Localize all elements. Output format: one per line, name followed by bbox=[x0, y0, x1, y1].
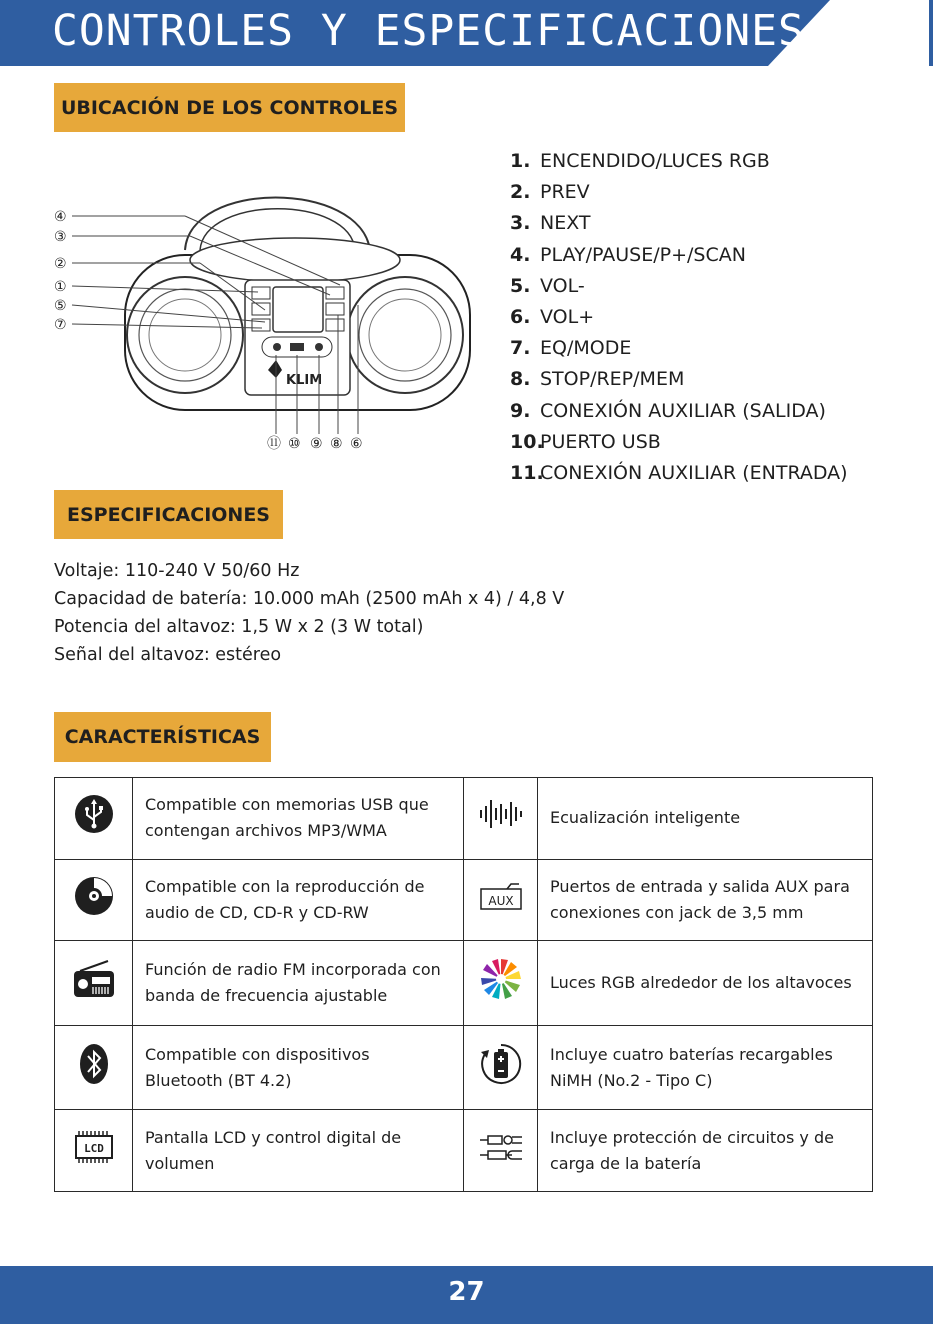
page-title: CONTROLES Y ESPECIFICACIONES bbox=[52, 6, 805, 56]
lcd-icon bbox=[74, 1129, 114, 1165]
controls-list bbox=[510, 146, 848, 489]
feature-text: Incluye protección de circuitos y de carga de la batería bbox=[538, 1110, 873, 1192]
callout-5: ⑤ bbox=[54, 298, 67, 314]
callout-11: ⑪ bbox=[267, 436, 281, 452]
list-item: 4. PLAY/PAUSE/P+/SCAN bbox=[510, 243, 746, 266]
page-number: 27 bbox=[448, 1277, 485, 1307]
feature-text: Pantalla LCD y control digital de volumen bbox=[133, 1110, 464, 1192]
brand-logo: KLIM bbox=[286, 373, 323, 388]
features-section-label: CARACTERÍSTICAS bbox=[54, 712, 271, 762]
feature-text: Puertos de entrada y salida AUX para conexiones con jack de 3,5 mm bbox=[538, 859, 873, 941]
list-item: 8. STOP/REP/MEM bbox=[510, 368, 685, 391]
callout-2: ② bbox=[54, 256, 67, 272]
list-item: 6. VOL+ bbox=[510, 305, 595, 328]
spec-battery: Capacidad de batería: 10.000 mAh (2500 mAh x 4) / 4,8 V bbox=[54, 589, 565, 609]
radio-icon bbox=[72, 959, 116, 999]
aux-icon bbox=[479, 881, 523, 911]
list-item: 11. CONEXIÓN AUXILIAR (ENTRADA) bbox=[510, 461, 848, 484]
bluetooth-icon bbox=[79, 1043, 109, 1085]
equalizer-icon bbox=[478, 796, 524, 832]
feature-text: Compatible con memorias USB que contengan archivos MP3/WMA bbox=[133, 778, 464, 860]
callout-1: ① bbox=[54, 279, 67, 295]
lcd-screen bbox=[273, 287, 323, 332]
list-item: 5. VOL- bbox=[510, 274, 585, 297]
table-row bbox=[55, 941, 873, 1026]
callout-10: ⑩ bbox=[288, 436, 301, 452]
list-item: 7. EQ/MODE bbox=[510, 337, 632, 360]
svg-text:AUX: AUX bbox=[487, 893, 514, 908]
table-row bbox=[55, 1110, 873, 1192]
feature-text: Luces RGB alrededor de los altavoces bbox=[538, 941, 873, 1026]
callout-4: ④ bbox=[54, 209, 67, 225]
callout-3: ③ bbox=[54, 229, 67, 245]
svg-text:LCD: LCD bbox=[83, 1141, 104, 1155]
title-banner bbox=[0, 0, 933, 66]
specs-section-label: ESPECIFICACIONES bbox=[54, 490, 283, 539]
features-table bbox=[54, 777, 873, 1192]
spec-speaker-signal: Señal del altavoz: estéreo bbox=[54, 645, 282, 665]
table-row bbox=[55, 778, 873, 860]
list-item: 10. PUERTO USB bbox=[510, 430, 661, 453]
list-item: 1. ENCENDIDO/LUCES RGB bbox=[510, 150, 770, 172]
battery-recharge-icon bbox=[479, 1042, 523, 1086]
feature-text: Ecualización inteligente bbox=[538, 778, 873, 860]
usb-icon bbox=[74, 794, 114, 834]
feature-text: Función de radio FM incorporada con banda de frecuencia ajustable bbox=[133, 941, 464, 1026]
callout-7: ⑦ bbox=[54, 317, 67, 333]
cd-icon bbox=[74, 876, 114, 916]
feature-text: Compatible con la reproducción de audio de CD, CD-R y CD-RW bbox=[133, 859, 464, 941]
table-row bbox=[55, 1025, 873, 1110]
circuit-protection-icon bbox=[478, 1129, 524, 1165]
specs-list bbox=[54, 557, 564, 669]
feature-text: Incluye cuatro baterías recargables NiMH (No.2 - Tipo C) bbox=[538, 1025, 873, 1110]
list-item: 2. PREV bbox=[510, 181, 590, 204]
feature-text: Compatible con dispositivos Bluetooth (BT 4.2) bbox=[133, 1025, 464, 1110]
table-row bbox=[55, 859, 873, 941]
callout-6: ⑥ bbox=[350, 436, 363, 452]
list-item: 9. CONEXIÓN AUXILIAR (SALIDA) bbox=[510, 399, 826, 422]
controls-section-label: UBICACIÓN DE LOS CONTROLES bbox=[54, 83, 405, 132]
callout-9: ⑨ bbox=[310, 436, 323, 452]
spec-voltage: Voltaje: 110-240 V 50/60 Hz bbox=[54, 561, 300, 581]
list-item: 3. NEXT bbox=[510, 212, 591, 235]
rgb-light-icon bbox=[479, 957, 523, 1001]
device-diagram bbox=[40, 150, 480, 470]
spec-speaker-power: Potencia del altavoz: 1,5 W x 2 (3 W total) bbox=[54, 617, 424, 637]
callout-8: ⑧ bbox=[330, 436, 343, 452]
